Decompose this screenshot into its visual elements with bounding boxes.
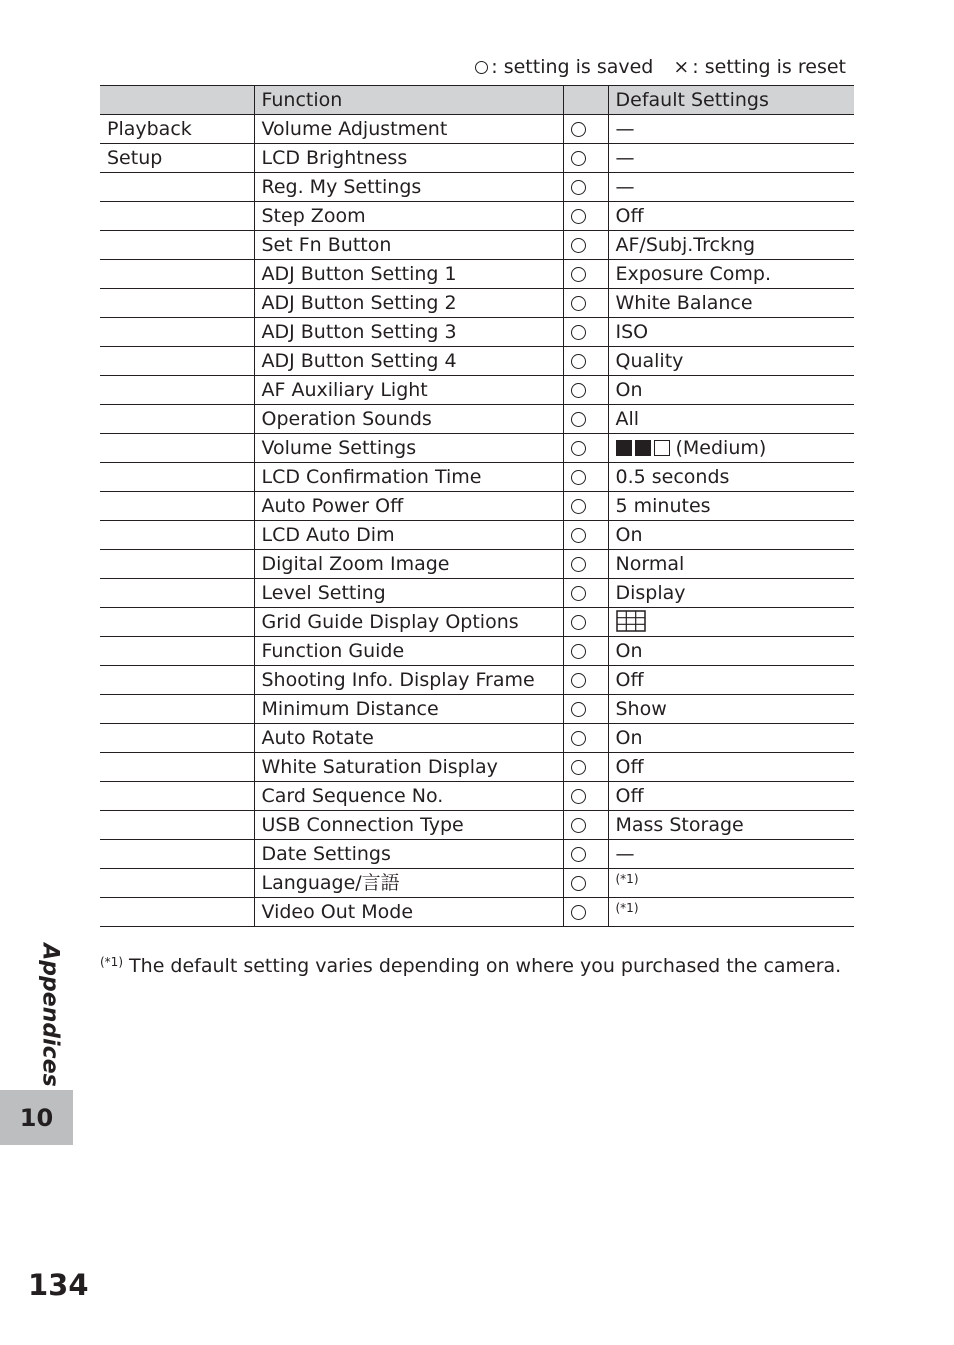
row-category bbox=[100, 289, 254, 318]
row-category bbox=[100, 695, 254, 724]
row-saved-mark bbox=[563, 550, 608, 579]
header-category bbox=[100, 86, 254, 115]
row-saved-mark bbox=[563, 753, 608, 782]
table-row bbox=[100, 492, 854, 521]
row-function: ADJ Button Setting 4 bbox=[254, 347, 563, 376]
row-default: Off bbox=[608, 782, 854, 811]
row-category bbox=[100, 231, 254, 260]
row-saved-mark bbox=[563, 666, 608, 695]
row-category: Setup bbox=[100, 144, 254, 173]
saved-circle-icon bbox=[571, 151, 586, 166]
header-mark bbox=[563, 86, 608, 115]
header-function: Function bbox=[254, 86, 563, 115]
saved-circle-icon bbox=[571, 673, 586, 688]
saved-circle-icon bbox=[571, 731, 586, 746]
row-default: 5 minutes bbox=[608, 492, 854, 521]
page-number: 134 bbox=[28, 1268, 89, 1302]
saved-circle-icon bbox=[571, 876, 586, 891]
header-default: Default Settings bbox=[608, 86, 854, 115]
table-row bbox=[100, 521, 854, 550]
table-header-row bbox=[100, 86, 854, 115]
row-category bbox=[100, 376, 254, 405]
row-saved-mark bbox=[563, 608, 608, 637]
grid-3x3-icon bbox=[616, 610, 646, 632]
row-function: Card Sequence No. bbox=[254, 782, 563, 811]
row-saved-mark bbox=[563, 289, 608, 318]
row-function: White Saturation Display bbox=[254, 753, 563, 782]
row-category bbox=[100, 463, 254, 492]
section-side-label bbox=[30, 943, 70, 1087]
table-row bbox=[100, 637, 854, 666]
table-row bbox=[100, 115, 854, 144]
row-saved-mark bbox=[563, 579, 608, 608]
table-row bbox=[100, 724, 854, 753]
row-function: Video Out Mode bbox=[254, 898, 563, 927]
saved-circle-icon bbox=[571, 296, 586, 311]
row-function: Function Guide bbox=[254, 637, 563, 666]
volume-level-icon bbox=[616, 437, 673, 459]
table-row bbox=[100, 347, 854, 376]
row-default: 0.5 seconds bbox=[608, 463, 854, 492]
table-row bbox=[100, 376, 854, 405]
row-function: AF Auxiliary Light bbox=[254, 376, 563, 405]
row-default: On bbox=[608, 637, 854, 666]
row-saved-mark bbox=[563, 898, 608, 927]
row-saved-mark bbox=[563, 434, 608, 463]
table-row bbox=[100, 666, 854, 695]
chapter-tab bbox=[0, 1090, 73, 1145]
row-function: Date Settings bbox=[254, 840, 563, 869]
row-default: — bbox=[608, 173, 854, 202]
row-default: Off bbox=[608, 666, 854, 695]
row-default: Off bbox=[608, 202, 854, 231]
settings-table bbox=[100, 85, 854, 927]
row-function: Volume Adjustment bbox=[254, 115, 563, 144]
row-function: Step Zoom bbox=[254, 202, 563, 231]
row-saved-mark bbox=[563, 318, 608, 347]
row-default: — bbox=[608, 144, 854, 173]
table-row bbox=[100, 811, 854, 840]
row-category bbox=[100, 898, 254, 927]
row-default: AF/Subj.Trckng bbox=[608, 231, 854, 260]
table-row bbox=[100, 695, 854, 724]
row-default: — bbox=[608, 115, 854, 144]
row-category bbox=[100, 318, 254, 347]
saved-circle-icon bbox=[571, 847, 586, 862]
row-function: ADJ Button Setting 2 bbox=[254, 289, 563, 318]
table-row bbox=[100, 289, 854, 318]
saved-circle-icon bbox=[571, 354, 586, 369]
table-row bbox=[100, 405, 854, 434]
row-function: LCD Brightness bbox=[254, 144, 563, 173]
row-default bbox=[608, 898, 854, 927]
table-row bbox=[100, 463, 854, 492]
saved-circle-icon bbox=[571, 586, 586, 601]
row-saved-mark bbox=[563, 463, 608, 492]
row-default: Display bbox=[608, 579, 854, 608]
row-saved-mark bbox=[563, 347, 608, 376]
row-category bbox=[100, 637, 254, 666]
row-saved-mark bbox=[563, 869, 608, 898]
footnote-text: The default setting varies depending on where you purchased the camera. bbox=[129, 955, 842, 977]
row-function: Volume Settings bbox=[254, 434, 563, 463]
row-category bbox=[100, 840, 254, 869]
row-default: On bbox=[608, 724, 854, 753]
row-saved-mark bbox=[563, 144, 608, 173]
saved-circle-icon bbox=[571, 238, 586, 253]
row-category bbox=[100, 753, 254, 782]
saved-circle-icon bbox=[571, 615, 586, 630]
footnote-ref: (*1) bbox=[615, 872, 639, 886]
row-function: Auto Power Off bbox=[254, 492, 563, 521]
saved-circle-icon bbox=[571, 441, 586, 456]
row-function: USB Connection Type bbox=[254, 811, 563, 840]
row-default bbox=[608, 608, 854, 637]
row-default: Off bbox=[608, 753, 854, 782]
row-saved-mark bbox=[563, 173, 608, 202]
row-function: LCD Auto Dim bbox=[254, 521, 563, 550]
legend bbox=[475, 56, 846, 78]
row-function: Set Fn Button bbox=[254, 231, 563, 260]
row-category bbox=[100, 579, 254, 608]
saved-circle-icon bbox=[571, 702, 586, 717]
row-default: All bbox=[608, 405, 854, 434]
row-saved-mark bbox=[563, 260, 608, 289]
volume-default-label: (Medium) bbox=[675, 437, 767, 459]
row-category bbox=[100, 666, 254, 695]
row-saved-mark bbox=[563, 724, 608, 753]
saved-circle-icon bbox=[571, 557, 586, 572]
saved-circle-icon bbox=[571, 818, 586, 833]
footnote-marker: (*1) bbox=[100, 955, 123, 969]
row-function: LCD Confirmation Time bbox=[254, 463, 563, 492]
row-default: — bbox=[608, 840, 854, 869]
saved-circle-icon bbox=[571, 383, 586, 398]
table-row bbox=[100, 144, 854, 173]
row-category bbox=[100, 492, 254, 521]
saved-circle-icon bbox=[571, 325, 586, 340]
row-function: Minimum Distance bbox=[254, 695, 563, 724]
table-row bbox=[100, 434, 854, 463]
table-row bbox=[100, 782, 854, 811]
saved-circle-icon bbox=[571, 412, 586, 427]
row-function: ADJ Button Setting 3 bbox=[254, 318, 563, 347]
table-row bbox=[100, 202, 854, 231]
row-default: Normal bbox=[608, 550, 854, 579]
row-category bbox=[100, 521, 254, 550]
row-saved-mark bbox=[563, 521, 608, 550]
row-category bbox=[100, 434, 254, 463]
row-function: ADJ Button Setting 1 bbox=[254, 260, 563, 289]
row-default: Exposure Comp. bbox=[608, 260, 854, 289]
row-default: Show bbox=[608, 695, 854, 724]
row-saved-mark bbox=[563, 405, 608, 434]
table-row bbox=[100, 550, 854, 579]
row-category bbox=[100, 724, 254, 753]
saved-circle-icon bbox=[571, 209, 586, 224]
footnote-ref: (*1) bbox=[615, 901, 639, 915]
table-row bbox=[100, 608, 854, 637]
row-saved-mark bbox=[563, 637, 608, 666]
row-default: Mass Storage bbox=[608, 811, 854, 840]
row-saved-mark bbox=[563, 492, 608, 521]
row-saved-mark bbox=[563, 695, 608, 724]
row-function: Grid Guide Display Options bbox=[254, 608, 563, 637]
row-saved-mark bbox=[563, 782, 608, 811]
row-default: On bbox=[608, 521, 854, 550]
row-category bbox=[100, 260, 254, 289]
table-row bbox=[100, 318, 854, 347]
saved-circle-icon bbox=[571, 180, 586, 195]
row-default: White Balance bbox=[608, 289, 854, 318]
row-saved-mark bbox=[563, 231, 608, 260]
row-category bbox=[100, 347, 254, 376]
row-saved-mark bbox=[563, 202, 608, 231]
row-saved-mark bbox=[563, 840, 608, 869]
row-saved-mark bbox=[563, 376, 608, 405]
saved-circle-icon bbox=[475, 61, 488, 74]
legend-saved-label: : setting is saved bbox=[491, 56, 654, 78]
row-category bbox=[100, 782, 254, 811]
row-function: Reg. My Settings bbox=[254, 173, 563, 202]
saved-circle-icon bbox=[571, 122, 586, 137]
section-label-text: Appendices bbox=[37, 943, 63, 1087]
row-function: Digital Zoom Image bbox=[254, 550, 563, 579]
saved-circle-icon bbox=[571, 267, 586, 282]
row-saved-mark bbox=[563, 115, 608, 144]
saved-circle-icon bbox=[571, 905, 586, 920]
row-function: Auto Rotate bbox=[254, 724, 563, 753]
saved-circle-icon bbox=[571, 644, 586, 659]
table-row bbox=[100, 579, 854, 608]
row-default: On bbox=[608, 376, 854, 405]
table-row bbox=[100, 753, 854, 782]
row-category bbox=[100, 869, 254, 898]
row-default: Quality bbox=[608, 347, 854, 376]
row-saved-mark bbox=[563, 811, 608, 840]
row-function: Shooting Info. Display Frame bbox=[254, 666, 563, 695]
table-row bbox=[100, 173, 854, 202]
table-row bbox=[100, 869, 854, 898]
row-default bbox=[608, 434, 854, 463]
table-row bbox=[100, 840, 854, 869]
saved-circle-icon bbox=[571, 789, 586, 804]
table-row bbox=[100, 231, 854, 260]
row-category: Playback bbox=[100, 115, 254, 144]
table-row bbox=[100, 898, 854, 927]
row-category bbox=[100, 608, 254, 637]
row-category bbox=[100, 405, 254, 434]
row-function: Level Setting bbox=[254, 579, 563, 608]
row-default: ISO bbox=[608, 318, 854, 347]
footnote bbox=[100, 955, 841, 977]
saved-circle-icon bbox=[571, 499, 586, 514]
table-row bbox=[100, 260, 854, 289]
saved-circle-icon bbox=[571, 760, 586, 775]
row-default bbox=[608, 869, 854, 898]
saved-circle-icon bbox=[571, 528, 586, 543]
row-function: Operation Sounds bbox=[254, 405, 563, 434]
row-category bbox=[100, 173, 254, 202]
row-category bbox=[100, 811, 254, 840]
row-category bbox=[100, 550, 254, 579]
row-function: Language/言語 bbox=[254, 869, 563, 898]
chapter-number: 10 bbox=[19, 1103, 54, 1132]
row-category bbox=[100, 202, 254, 231]
saved-circle-icon bbox=[571, 470, 586, 485]
legend-reset-label: : setting is reset bbox=[692, 56, 846, 78]
reset-cross-icon: × bbox=[673, 56, 690, 78]
